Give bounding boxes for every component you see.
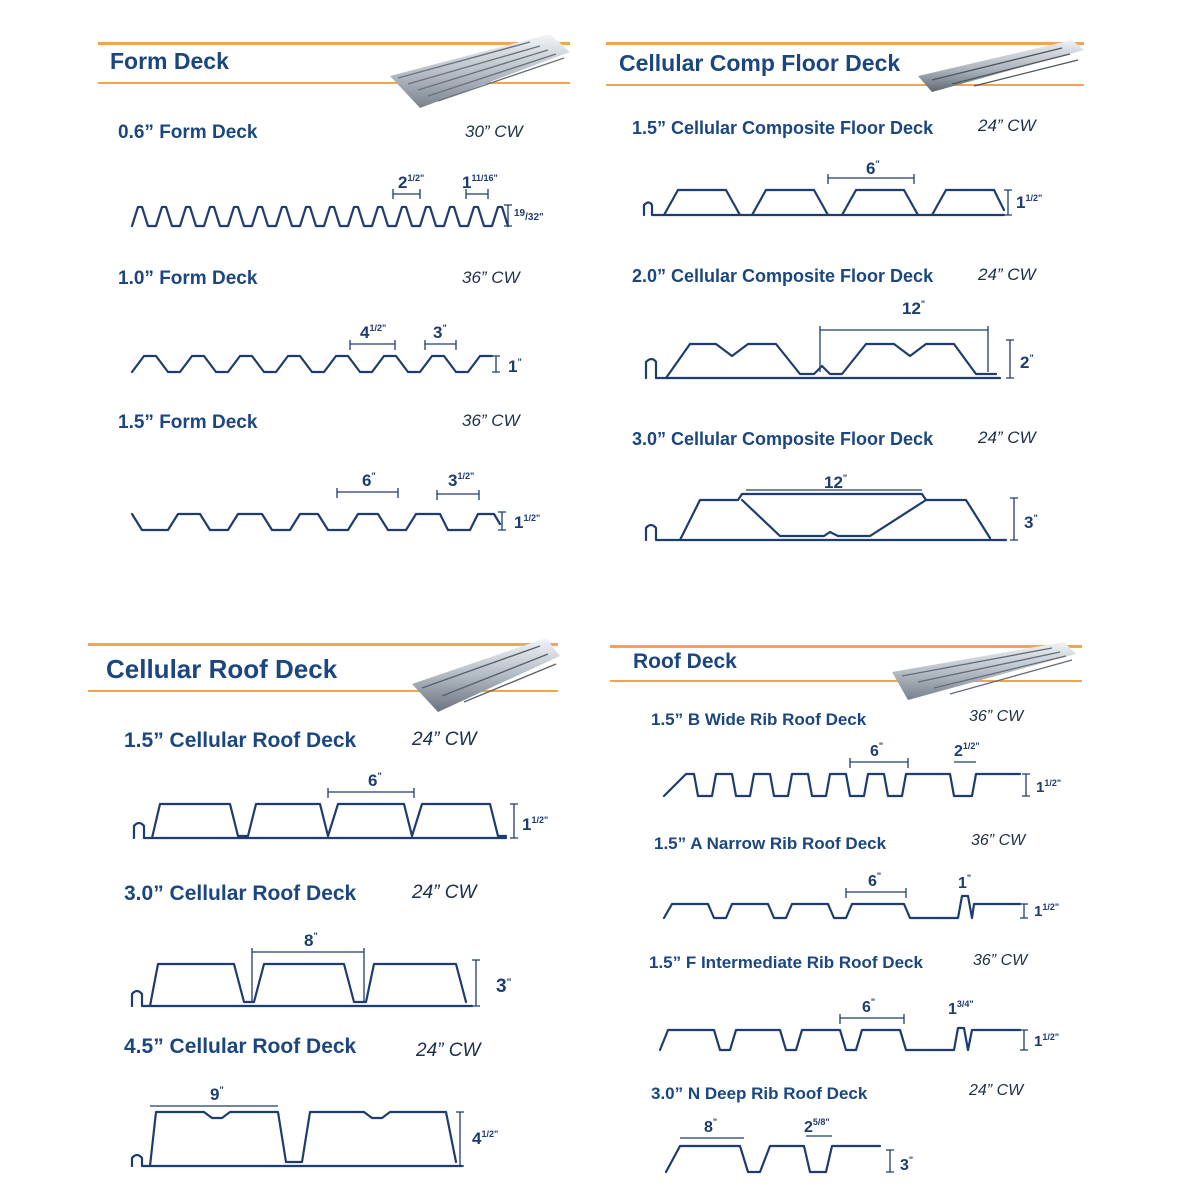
- cellular-roof-0-name: 1.5” Cellular Roof Deck: [124, 729, 357, 752]
- cellular-roof-1-name: 3.0” Cellular Roof Deck: [124, 882, 357, 905]
- form-deck-2-profile: [132, 514, 500, 530]
- form-deck-0-name: 0.6” Form Deck: [118, 122, 258, 143]
- svg-text:21/2": $2^{1/2"}$: [398, 173, 425, 192]
- form-deck-2-cw: 36” CW: [462, 411, 520, 430]
- roof-deck-panel-image: [888, 642, 1078, 702]
- svg-text:11/2": $1^{1/2"}$: [1034, 902, 1060, 920]
- svg-text:12": 12": [902, 299, 926, 318]
- cellular-roof-1-cw: 24” CW: [412, 882, 477, 903]
- cellular-comp-2-name: 3.0” Cellular Composite Floor Deck: [632, 429, 934, 449]
- svg-text:9": 9": [210, 1085, 224, 1104]
- form-deck-1-profile: [132, 356, 492, 372]
- cellular-roof-2-profile: [132, 1112, 462, 1166]
- svg-text:8": 8": [704, 1117, 718, 1136]
- svg-text:6": 6": [362, 471, 376, 490]
- roof-deck-3-profile: [666, 1146, 880, 1172]
- cellular-comp-1-name: 2.0” Cellular Composite Floor Deck: [632, 266, 934, 286]
- roof-deck-0-cw: 36” CW: [969, 708, 1024, 725]
- form-deck-1-name: 1.0” Form Deck: [118, 268, 258, 289]
- cellular-roof-1-profile: [132, 964, 472, 1006]
- roof-deck-1-profile: [664, 896, 1020, 918]
- roof-deck-2-profile: [660, 1028, 1020, 1050]
- svg-text:3": 3": [433, 323, 447, 342]
- cellular-comp-0-name: 1.5” Cellular Composite Floor Deck: [632, 118, 934, 138]
- roof-deck-1-name: 1.5” A Narrow Rib Roof Deck: [654, 834, 887, 853]
- svg-text:3": 3": [1024, 513, 1038, 532]
- svg-text:2": 2": [1020, 353, 1034, 372]
- cellular-comp-2-cw: 24” CW: [978, 428, 1036, 447]
- cellular-comp-2-profile: [646, 494, 1006, 540]
- svg-text:19/32": 19/32": [514, 208, 544, 223]
- roof-deck-0-name: 1.5” B Wide Rib Roof Deck: [651, 710, 867, 729]
- cellular-comp-panel-image: [912, 36, 1084, 94]
- svg-text:8": 8": [304, 931, 318, 950]
- cellular-comp-title: Cellular Comp Floor Deck: [619, 50, 901, 76]
- svg-text:21/2": $2^{1/2"}$: [954, 741, 980, 760]
- cellular-roof-title: Cellular Roof Deck: [106, 654, 338, 684]
- svg-text:11/2": $1^{1/2"}$: [522, 815, 549, 834]
- cellular-roof-2-cw: 24” CW: [416, 1040, 481, 1061]
- cellular-comp-1-profile: [646, 344, 1000, 378]
- cellular-comp-0-profile: [644, 190, 1004, 215]
- svg-text:31/2": $3^{1/2"}$: [448, 471, 475, 490]
- cellular-comp-1-cw: 24” CW: [978, 265, 1036, 284]
- svg-text:3": 3": [900, 1155, 914, 1174]
- svg-text:6": 6": [368, 771, 382, 790]
- svg-text:111/16": $1^{11/16"}$: [462, 173, 498, 192]
- cellular-roof-panel-image: [408, 636, 560, 712]
- svg-text:11/2": $1^{1/2"}$: [1016, 193, 1043, 212]
- form-deck-title: Form Deck: [110, 48, 229, 74]
- roof-deck-3-name: 3.0” N Deep Rib Roof Deck: [651, 1084, 868, 1103]
- svg-text:11/2": $1^{1/2"}$: [1036, 778, 1062, 796]
- cellular-roof-0-profile: [134, 804, 506, 838]
- cellular-roof-0-cw: 24” CW: [412, 729, 477, 750]
- roof-deck-title: Roof Deck: [633, 650, 737, 673]
- roof-deck-1-cw: 36” CW: [971, 832, 1026, 849]
- cellular-comp-0-cw: 24” CW: [978, 116, 1036, 135]
- svg-text:41/2": $4^{1/2"}$: [472, 1129, 499, 1148]
- svg-text:6": 6": [870, 741, 884, 760]
- cellular-roof-2-name: 4.5” Cellular Roof Deck: [124, 1035, 357, 1058]
- svg-text:1": 1": [508, 357, 522, 376]
- svg-text:3“: 3“: [496, 976, 512, 997]
- svg-text:41/2": $4^{1/2"}$: [360, 323, 387, 342]
- svg-text:1": 1": [958, 873, 972, 892]
- form-deck-0-cw: 30” CW: [465, 122, 523, 141]
- roof-deck-3-cw: 24” CW: [969, 1082, 1024, 1099]
- roof-deck-2-name: 1.5” F Intermediate Rib Roof Deck: [649, 953, 923, 972]
- svg-text:11/2": $1^{1/2"}$: [1034, 1032, 1060, 1050]
- svg-text:6": 6": [866, 159, 880, 178]
- form-deck-panel-image: [380, 28, 572, 110]
- svg-text:11/2": $1^{1/2"}$: [514, 513, 541, 532]
- svg-text:6": 6": [868, 871, 882, 890]
- svg-text:13/4": $1^{3/4"}$: [948, 999, 974, 1018]
- svg-text:12": 12": [824, 473, 848, 492]
- form-deck-1-cw: 36” CW: [462, 268, 520, 287]
- svg-text:6": 6": [862, 997, 876, 1016]
- form-deck-0-profile: [132, 207, 508, 226]
- roof-deck-2-cw: 36” CW: [973, 952, 1028, 969]
- svg-text:25/8": $2^{5/8"}$: [804, 1117, 830, 1136]
- form-deck-2-name: 1.5” Form Deck: [118, 412, 258, 433]
- roof-deck-0-profile: [664, 774, 1020, 796]
